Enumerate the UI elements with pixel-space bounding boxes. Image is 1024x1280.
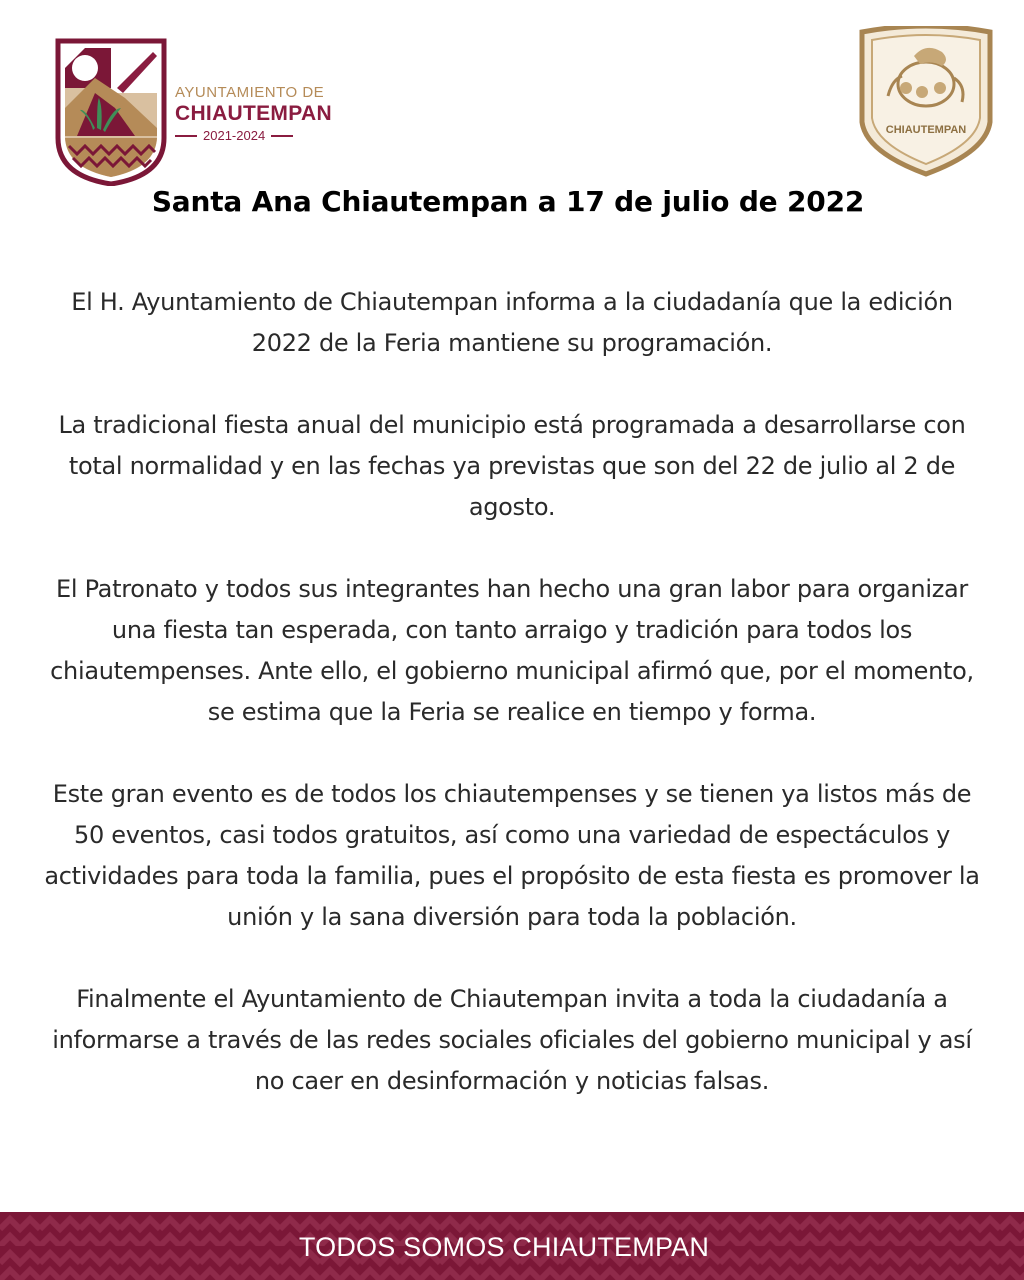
municipal-shield-icon bbox=[55, 38, 167, 186]
paragraph-2: La tradicional fiesta anual del municipio está programada a desarrollarse con total normalidad y en las fechas ya previstas que son del 22 de julio al 2 de agosto. bbox=[58, 411, 966, 521]
logo-rule-left bbox=[175, 135, 197, 137]
footer-slogan: TODOS SOMOS CHIAUTEMPAN bbox=[298, 1232, 710, 1262]
crest-label: CHIAUTEMPAN bbox=[885, 124, 967, 136]
statement-body bbox=[40, 282, 984, 1143]
ayuntamiento-logo bbox=[55, 38, 355, 188]
paragraph-1: El H. Ayuntamiento de Chiautempan informa a la ciudadanía que la edición 2022 de la Feria mantiene su programación. bbox=[71, 288, 953, 357]
logo-rule-right bbox=[271, 135, 293, 137]
logo-line3: 2021-2024 bbox=[203, 128, 266, 143]
chiautempan-crest bbox=[858, 26, 994, 178]
paragraph-5: Finalmente el Ayuntamiento de Chiautempan invita a toda la ciudadanía a informarse a través de las redes sociales oficiales del gobierno municipal y así no caer en desinformación y noticias falsas. bbox=[52, 985, 972, 1095]
logo-line1: AYUNTAMIENTO DE bbox=[175, 84, 325, 101]
paragraph-4: Este gran evento es de todos los chiautempenses y se tienen ya listos más de 50 eventos, casi todos gratuitos, así como una variedad de espectáculos y actividades para toda la familia, pues el propósito de esta fiesta es promover la unión y la sana diversión para toda la población. bbox=[44, 780, 980, 931]
logo-line2: CHIAUTEMPAN bbox=[175, 102, 332, 125]
page-title: Santa Ana Chiautempan a 17 de julio de 2022 bbox=[151, 185, 865, 218]
footer-band bbox=[0, 1212, 1024, 1280]
logo-line3-wrap bbox=[175, 128, 355, 143]
paragraph-3: El Patronato y todos sus integrantes han hecho una gran labor para organizar una fiesta tan esperada, con tanto arraigo y tradición para todos los chiautempenses. Ante ello, el gobierno municipal afirmó que, por el momento, se estima que la Feria se realice en tiempo y forma. bbox=[50, 575, 974, 726]
chiautempan-crest-icon bbox=[858, 26, 994, 178]
